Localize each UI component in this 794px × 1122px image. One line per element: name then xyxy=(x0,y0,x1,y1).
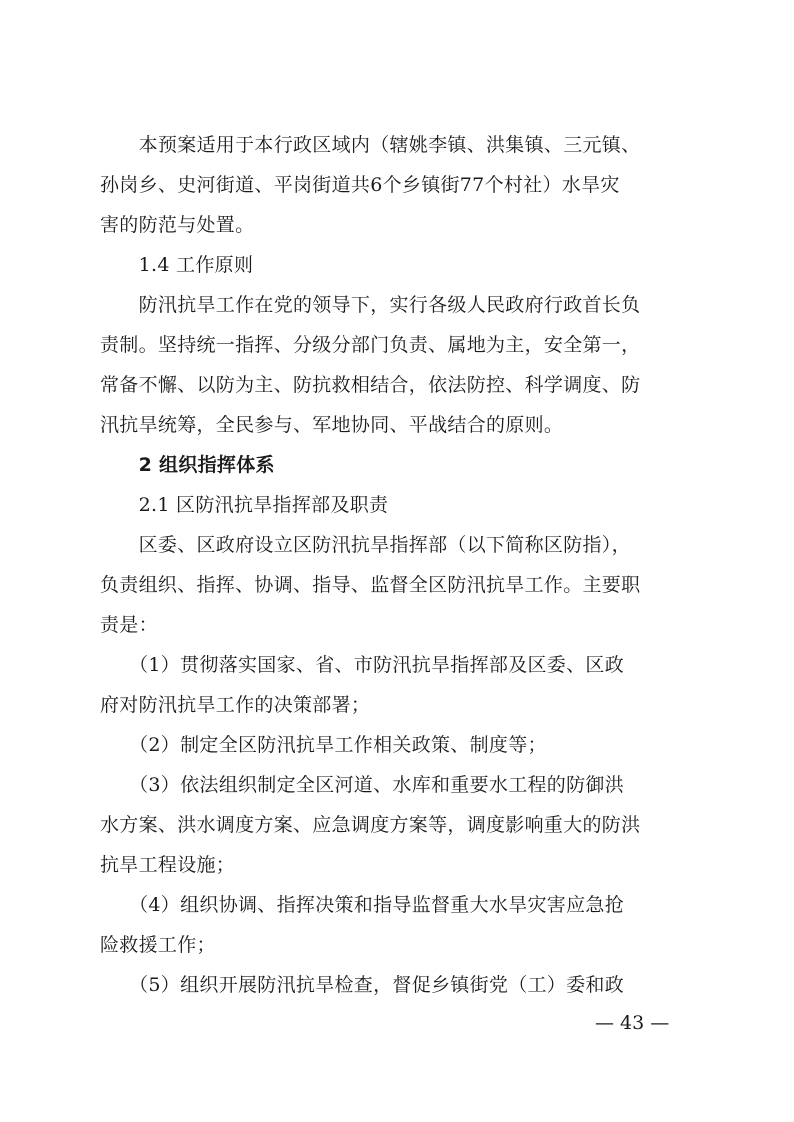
text-line: （4）组织协调、指挥决策和指导监督重大水旱灾害应急抢 xyxy=(100,894,624,916)
text-line: 抗旱工程设施； xyxy=(100,854,236,876)
text-line: 汛抗旱统筹，全民参与、军地协同、平战结合的原则。 xyxy=(100,414,564,436)
text-line: 常备不懈、以防为主、防抗救相结合，依法防控、科学调度、防 xyxy=(100,374,641,396)
text-line: 负责组织、指挥、协调、指导、监督全区防汛抗旱工作。主要职 xyxy=(100,574,641,596)
text-line: 防汛抗旱工作在党的领导下，实行各级人民政府行政首长负 xyxy=(100,294,641,316)
text-line: 害的防范与处置。 xyxy=(100,214,255,236)
text-line: 2.1 区防汛抗旱指挥部及职责 xyxy=(100,494,389,516)
text-line: （2）制定全区防汛抗旱工作相关政策、制度等； xyxy=(100,734,547,756)
text-line: 责制。坚持统一指挥、分级分部门负责、属地为主，安全第一， xyxy=(100,334,641,356)
text-line: 孙岗乡、史河街道、平岗街道共6个乡镇街77个村社）水旱灾 xyxy=(100,174,620,196)
text-line: 府对防汛抗旱工作的决策部署； xyxy=(100,694,371,716)
text-line: 本预案适用于本行政区域内（辖姚李镇、洪集镇、三元镇、 xyxy=(100,134,641,156)
text-line: 1.4 工作原则 xyxy=(100,254,254,276)
page-number: — 43 — xyxy=(595,1012,670,1034)
text-line: （5）组织开展防汛抗旱检查，督促乡镇街党（工）委和政 xyxy=(100,974,624,996)
text-line: 区委、区政府设立区防汛抗旱指挥部（以下简称区防指）， xyxy=(100,534,631,556)
text-line: （3）依法组织制定全区河道、水库和重要水工程的防御洪 xyxy=(100,774,624,796)
text-line: 2 组织指挥体系 xyxy=(100,454,275,476)
text-line: 险救援工作； xyxy=(100,934,216,956)
text-line: 水方案、洪水调度方案、应急调度方案等，调度影响重大的防洪 xyxy=(100,814,641,836)
text-line: 责是： xyxy=(100,614,158,636)
text-line: （1）贯彻落实国家、省、市防汛抗旱指挥部及区委、区政 xyxy=(100,654,624,676)
